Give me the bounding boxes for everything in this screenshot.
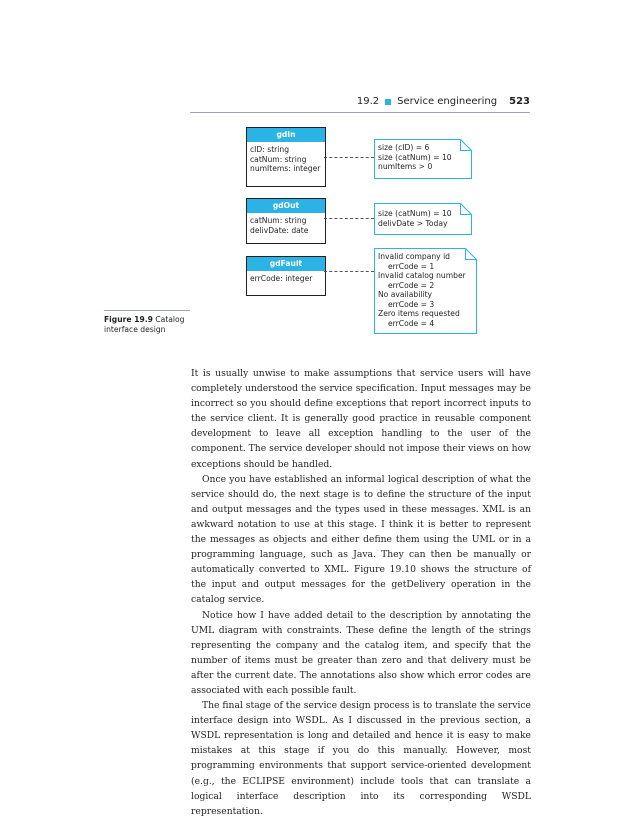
constraint-note-gdfault <box>374 248 477 334</box>
note-line: No availability <box>378 290 433 299</box>
paragraph: It is usually unwise to make assumptions that service users will have completely understood the service specification. Input messages may be incorrect so you should define exceptions that report incorrect inputs to the service client. It is generally good practice in reusable component development to leave all exception handling to the user of the component. The service developer should not impose their views on how exceptions should be handled. <box>191 368 531 470</box>
connector-gdfault-note <box>324 271 374 272</box>
section-number: 19.2 <box>356 96 380 107</box>
figure-caption-text: Catalog interface design <box>104 315 185 334</box>
connector-gdout-note <box>324 218 374 219</box>
paragraph: The final stage of the service design process is to translate the service interface design into WSDL. As I discussed in the previous section, a WSDL representation is long and detailed and hence it is easy to make mistakes at this stage if you do this manually. However, most programming environments that support service-oriented development (e.g., the ECLIPSE environment) include tools that can translate a logical interface description into its corresponding WSDL representation. <box>191 700 531 817</box>
constraint-note-gdin <box>374 139 472 179</box>
note-line: numItems > 0 <box>378 162 433 171</box>
section-title: Service engineering <box>397 96 498 107</box>
body-text <box>191 366 531 819</box>
paragraph: Notice how I have added detail to the description by annotating the UML diagram with constraints. These define the length of the strings representing the company and the catalog item, and specify that the number of items must be greater than zero and that delivery must be after the current date. The annotations also show which error codes are associated with each possible fault. <box>191 609 531 696</box>
page-number: 523 <box>509 96 530 107</box>
class-attribute: catNum: string <box>250 154 307 164</box>
class-gdout <box>246 198 326 244</box>
note-line: delivDate > Today <box>378 218 448 228</box>
class-attribute: catNum: string <box>250 216 307 225</box>
class-attribute: numItems: integer <box>250 164 321 173</box>
uml-diagram <box>0 0 618 360</box>
note-line: Invalid catalog number <box>378 271 466 280</box>
note-line: errCode = 4 <box>388 318 435 328</box>
class-attribute: errCode: integer <box>250 274 313 283</box>
class-gdfault <box>246 256 326 296</box>
figure-caption <box>104 310 190 335</box>
caption-rule <box>104 310 190 311</box>
note-line: size (catNum) = 10 <box>378 152 452 162</box>
constraint-note-gdout <box>374 203 472 235</box>
class-gdout-name: gdOut <box>247 199 325 213</box>
connector-gdin-note <box>324 157 374 158</box>
note-line: size (cID) = 6 <box>378 143 430 152</box>
note-line: Invalid company id <box>378 252 450 261</box>
note-line: errCode = 1 <box>388 261 435 271</box>
note-line: Zero items requested <box>378 309 460 318</box>
figure-label: Figure 19.9 <box>104 315 153 324</box>
class-gdfault-name: gdFault <box>247 257 325 271</box>
paragraph: Once you have established an informal logical description of what the service should do, the next stage is to define the structure of the input and output messages and the types used in these messages. XML is an awkward notation to use at this stage. I think it is better to represent the messages as objects and either define them using the UML or in a programming language, such as Java. They can then be manually or automatically converted to XML. Figure 19.10 shows the structure of the input and output messages for the getDelivery operation in the catalog service. <box>191 473 531 606</box>
class-gdin-name: gdIn <box>247 128 325 142</box>
note-line: size (catNum) = 10 <box>378 209 452 218</box>
note-line: errCode = 3 <box>388 299 435 309</box>
note-line: errCode = 2 <box>388 280 435 290</box>
class-attribute: delivDate: date <box>250 225 309 235</box>
class-attribute: cID: string <box>250 145 290 154</box>
class-gdin <box>246 127 326 187</box>
